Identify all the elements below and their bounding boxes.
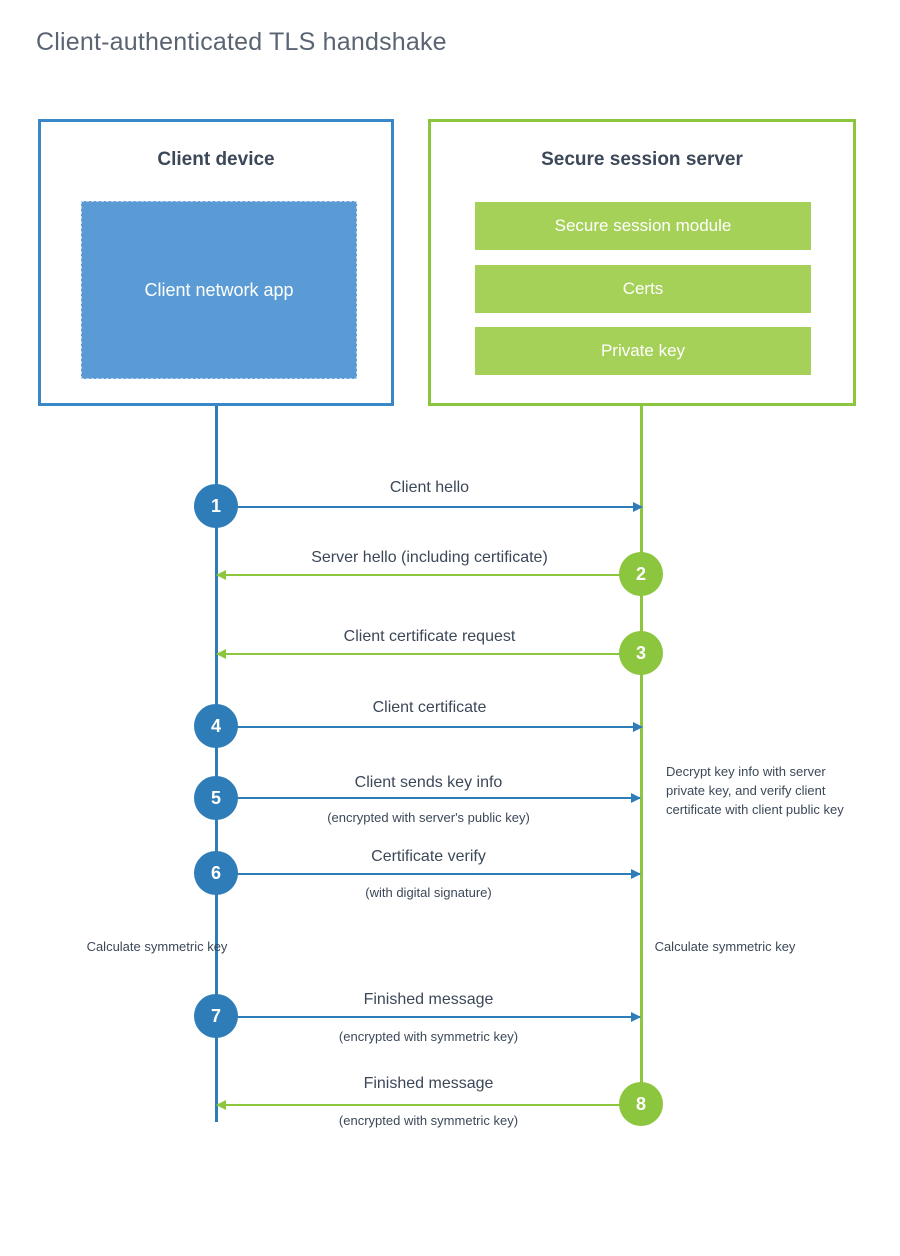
step-6-label: Certificate verify: [371, 848, 486, 865]
arrowhead-icon: [633, 502, 643, 512]
step-3-label: Client certificate request: [343, 628, 516, 645]
step-8-label: Finished message: [363, 1075, 494, 1092]
step-8-sublabel: (encrypted with symmetric key): [338, 1113, 519, 1128]
step-2-label: Server hello (including certificate): [311, 549, 548, 566]
arrowhead-icon: [216, 1100, 226, 1110]
step-5-label: Client sends key info: [354, 774, 503, 791]
client-network-app: Client network app: [81, 201, 357, 379]
arrowhead-icon: [631, 793, 641, 803]
note-server-decrypt: Decrypt key info with server private key, and verify client certificate with client public key: [666, 764, 844, 817]
page-title: Client-authenticated TLS handshake: [36, 28, 447, 56]
step-7-label: Finished message: [363, 991, 494, 1008]
step-4-label: Client certificate: [372, 699, 487, 716]
step-badge-6: 6: [194, 851, 238, 895]
step-badge-2: 2: [619, 552, 663, 596]
step-badge-4: 4: [194, 704, 238, 748]
arrow-step-1: [217, 506, 642, 508]
arrow-step-2: [217, 574, 642, 576]
arrow-step-8: [217, 1104, 640, 1106]
client-device-box: [38, 119, 394, 406]
client-device-title: Client device: [157, 149, 275, 170]
note-client-calculate-symmetric-key: Calculate symmetric key: [86, 939, 228, 954]
arrow-step-3: [217, 653, 642, 655]
step-1-label: Client hello: [389, 479, 470, 496]
step-badge-7: 7: [194, 994, 238, 1038]
step-badge-8: 8: [619, 1082, 663, 1126]
step-badge-3: 3: [619, 631, 663, 675]
arrow-step-4: [217, 726, 642, 728]
server-component-secure-session-module: Secure session module: [475, 202, 811, 250]
step-6-sublabel: (with digital signature): [365, 885, 492, 900]
arrowhead-icon: [633, 722, 643, 732]
step-7-sublabel: (encrypted with symmetric key): [338, 1029, 519, 1044]
arrowhead-icon: [216, 570, 226, 580]
step-5-sublabel: (encrypted with server's public key): [327, 810, 530, 825]
arrowhead-icon: [631, 1012, 641, 1022]
server-component-certs: Certs: [475, 265, 811, 313]
step-badge-5: 5: [194, 776, 238, 820]
secure-session-server-box: [428, 119, 856, 406]
arrowhead-icon: [631, 869, 641, 879]
arrow-step-5: [217, 797, 640, 799]
note-server-calculate-symmetric-key: Calculate symmetric key: [654, 939, 796, 954]
secure-session-server-title: Secure session server: [541, 149, 743, 170]
arrow-step-6: [217, 873, 640, 875]
step-badge-1: 1: [194, 484, 238, 528]
arrowhead-icon: [216, 649, 226, 659]
arrow-step-7: [217, 1016, 640, 1018]
server-component-private-key: Private key: [475, 327, 811, 375]
